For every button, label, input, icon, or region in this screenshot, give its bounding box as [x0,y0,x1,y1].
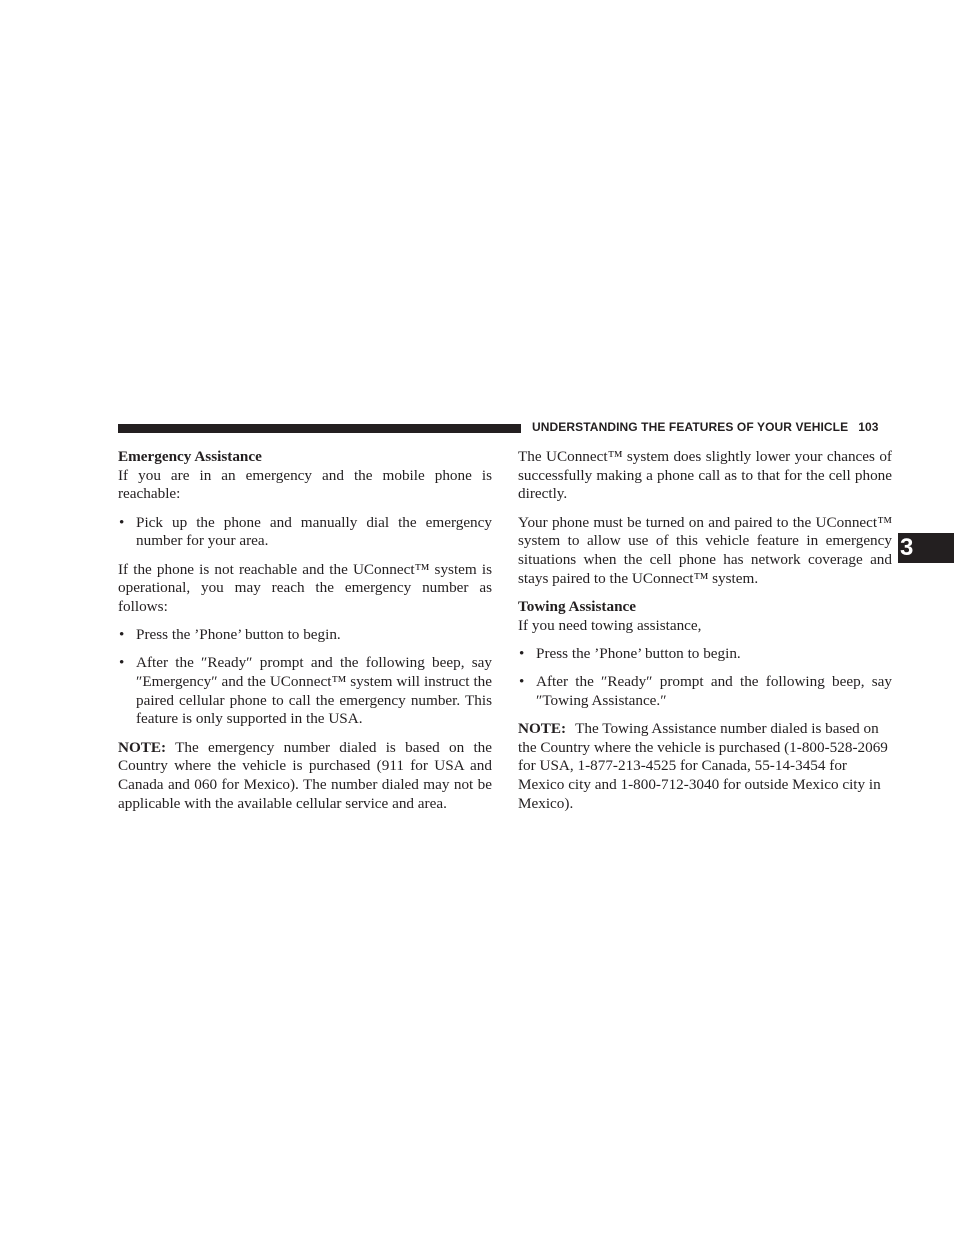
section-title: UNDERSTANDING THE FEATURES OF YOUR VEHICLE [532,420,849,434]
list-item-text: Pick up the phone and manually dial the emergency number for your area. [136,513,492,550]
list-item-text: Press the ’Phone’ button to begin. [536,644,741,662]
towing-bullet-list [518,645,892,711]
list-item: • After the ″Ready″ prompt and the following beep, say ″Towing Assistance.″ [519,673,892,709]
emergency-bullet-list-1 [118,514,492,551]
list-item: • Press the ’Phone’ button to begin. [519,644,741,662]
chapter-number: 3 [900,534,914,561]
running-header [532,420,892,434]
towing-intro: If you need towing assistance, [518,616,702,634]
emergency-bullet-list-2 [118,626,492,729]
note-label: NOTE: [118,738,167,756]
note-text: The Towing Assistance number dialed is based on the Country where the vehicle is purchased (1-800-528-2069 for USA, 1-877-213-4525 for Canada, 55-14-3454 for Mexico city and 1-800-712-3040 for outside Mexico city in Mexico). [518,719,888,812]
header-rule [118,424,521,433]
list-item-text: After the ″Ready″ prompt and the following beep, say ″Towing Assistance.″ [536,673,892,709]
list-item: • Pick up the phone and manually dial the emergency number for your area. [119,513,492,550]
emergency-intro: If you are in an emergency and the mobile phone is reachable: [118,466,492,503]
list-item: • After the ″Ready″ prompt and the following beep, say ″Emergency″ and the UConnect™ system will instruct the paired cellular phone to call the emergency number. This feature is only supported in the USA. [119,654,492,728]
note-label: NOTE: [518,719,567,737]
note-text: The emergency number dialed is based on the Country where the vehicle is purchased (911 for USA and Canada and 060 for Mexico). The number dialed may not be applicable with the available cellular service and area. [118,738,492,812]
uconnect-paragraph-1: The UConnect™ system does slightly lower your chances of successfully making a phone call as to that for the cell phone directly. [518,448,892,503]
emergency-note [118,739,492,814]
uconnect-paragraph-2: Your phone must be turned on and paired to the UConnect™ system to allow use of this vehicle feature in emergency situations when the cell phone has network coverage and stays paired to the UConnect™ system. [518,513,892,587]
towing-assistance-heading: Towing Assistance [518,597,637,615]
left-column [118,448,492,823]
towing-note [518,720,892,814]
emergency-assistance-heading: Emergency Assistance [118,448,262,465]
list-item: • Press the ’Phone’ button to begin. [119,626,341,644]
page-number: 103 [858,420,879,434]
chapter-tab [898,533,954,563]
list-item-text: Press the ’Phone’ button to begin. [136,626,341,644]
list-item-text: After the ″Ready″ prompt and the following beep, say ″Emergency″ and the UConnect™ system will instruct the paired cellular phone to call the emergency number. This feature is only supported in the USA. [136,654,492,728]
right-column [518,448,892,823]
emergency-paragraph-2: If the phone is not reachable and the UConnect™ system is operational, you may reach the emergency number as follows: [118,560,492,615]
